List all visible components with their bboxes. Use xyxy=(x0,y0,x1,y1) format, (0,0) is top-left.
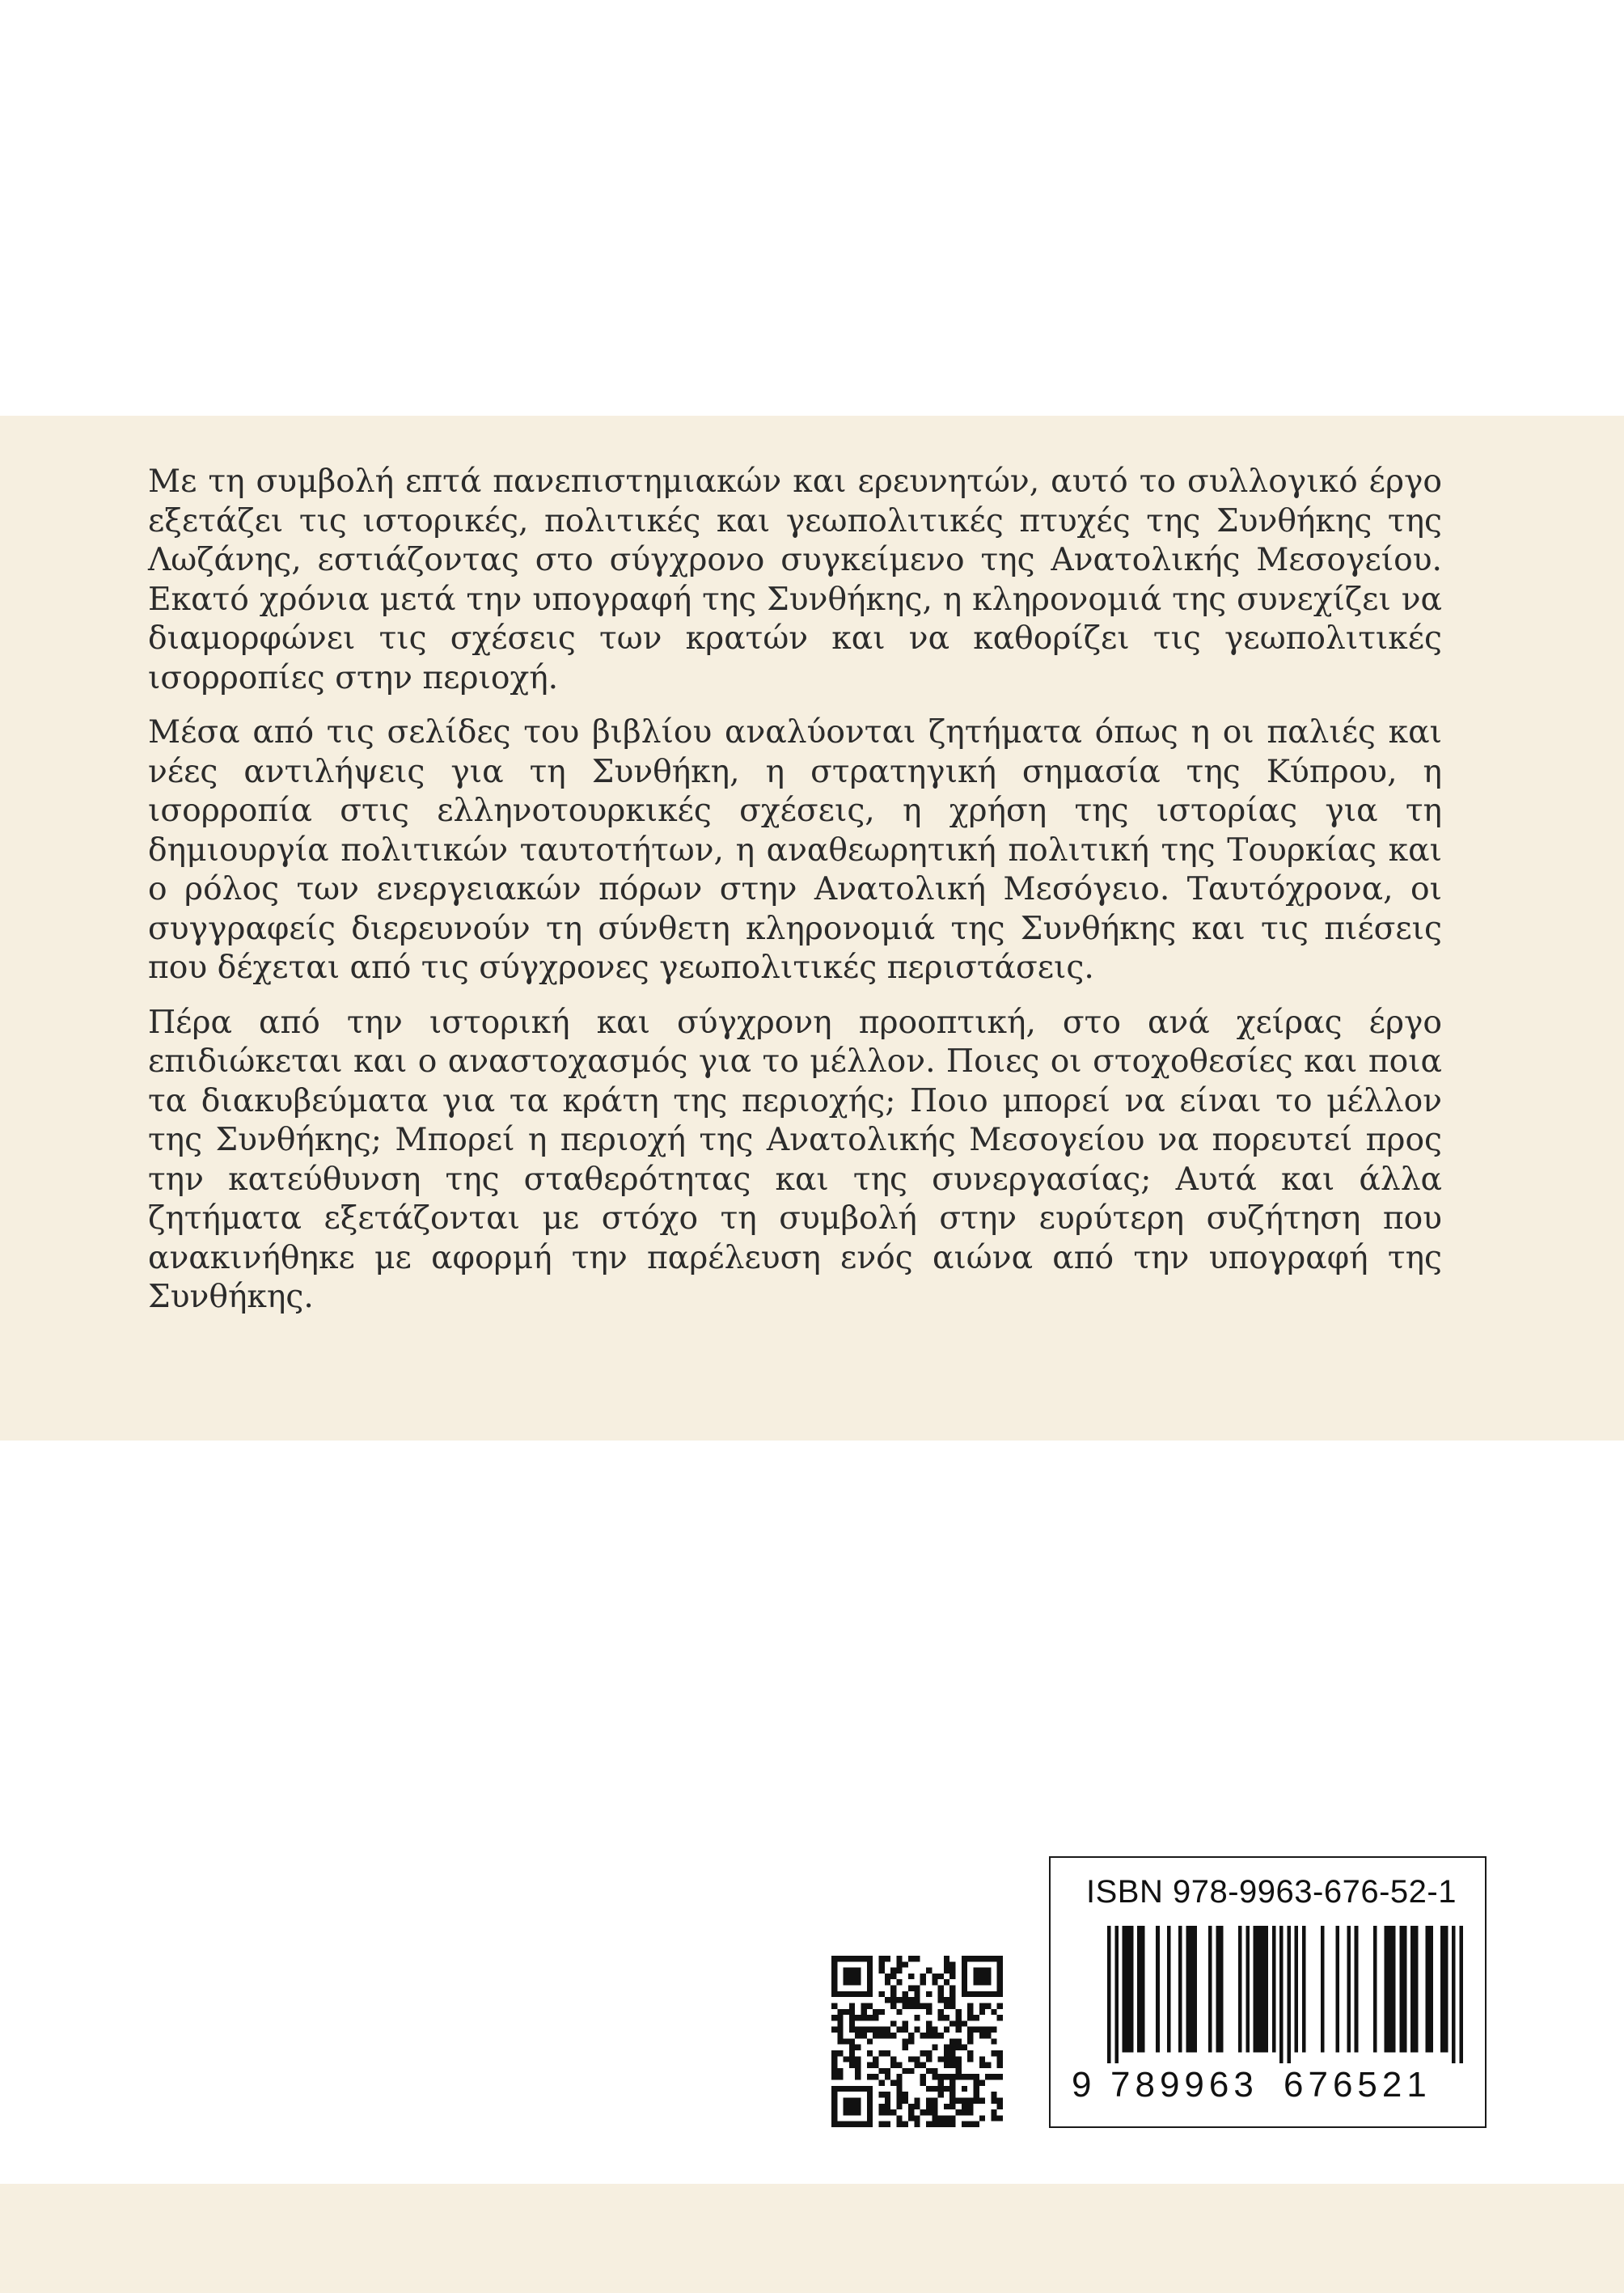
blurb-paragraph-1: Με τη συμβολή επτά πανεπιστημιακών και ερευνητών, αυτό το συλλογικό έργο εξετάζει τις ιστορικές, πολιτικές και γεωπολιτικές πτυχές της Συνθήκης της Λωζάνης, εστιάζοντας στο σύγχρονο συγκείμενο της Ανατολικής Μεσογείου. Εκατό χρόνια μετά την υπογραφή της Συνθήκης, η κληρονομιά της συνεχίζει να διαμορφώνει τις σχέσεις των κρατών και να καθορίζει τις γεωπολιτικές ισορροπίες στην περιοχή. xyxy=(148,463,1442,696)
barcode-digits-right: 676521 xyxy=(1284,2065,1432,2105)
isbn-barcode-box xyxy=(1049,1856,1487,2128)
barcode-digit-lead: 9 xyxy=(1072,2065,1092,2105)
barcode-icon xyxy=(1107,1926,1463,2063)
qr-code-icon xyxy=(831,1956,1003,2127)
barcode-digits-left: 789963 xyxy=(1110,2065,1258,2105)
barcode-digits xyxy=(1072,2065,1476,2110)
isbn-label: ISBN 978-9963-676-52-1 xyxy=(1086,1874,1457,1910)
bottom-background-band xyxy=(0,2184,1624,2293)
blurb-paragraph-3: Πέρα από την ιστορική και σύγχρονη προοπτική, στο ανά χείρας έργο επιδιώκεται και ο αναστοχασμός για το μέλλον. Ποιες οι στοχοθεσίες και ποια τα διακυβεύματα για τα κράτη της περιοχής; Ποιο μπορεί να είναι το μέλλον της Συνθήκης; Μπορεί η περιοχή της Ανατολικής Μεσογείου να πορευτεί προς την κατεύθυνση της σταθερότητας και της συνεργασίας; Αυτά και άλλα ζητήματα εξετάζονται με στόχο τη συμβολή στην ευρύτερη συζήτηση που ανακινήθηκε με αφορμή την παρέλευση ενός αιώνα από την υπογραφή της Συνθήκης. xyxy=(148,1004,1442,1315)
back-cover-blurb xyxy=(148,463,1442,1333)
blurb-paragraph-2: Μέσα από τις σελίδες του βιβλίου αναλύονται ζητήματα όπως η οι παλιές και νέες αντιλήψεις για τη Συνθήκη, η στρατηγική σημασία της Κύπρου, η ισορροπία στις ελληνοτουρκικές σχέσεις, η χρήση της ιστορίας για τη δημιουργία πολιτικών ταυτοτήτων, η αναθεωρητική πολιτική της Τουρκίας και ο ρόλος των ενεργειακών πόρων στην Ανατολική Μεσόγειο. Ταυτόχρονα, οι συγγραφείς διερευνούν τη σύνθετη κληρονομιά της Συνθήκης και τις πιέσεις που δέχεται από τις σύγχρονες γεωπολιτικές περιστάσεις. xyxy=(148,714,1442,986)
